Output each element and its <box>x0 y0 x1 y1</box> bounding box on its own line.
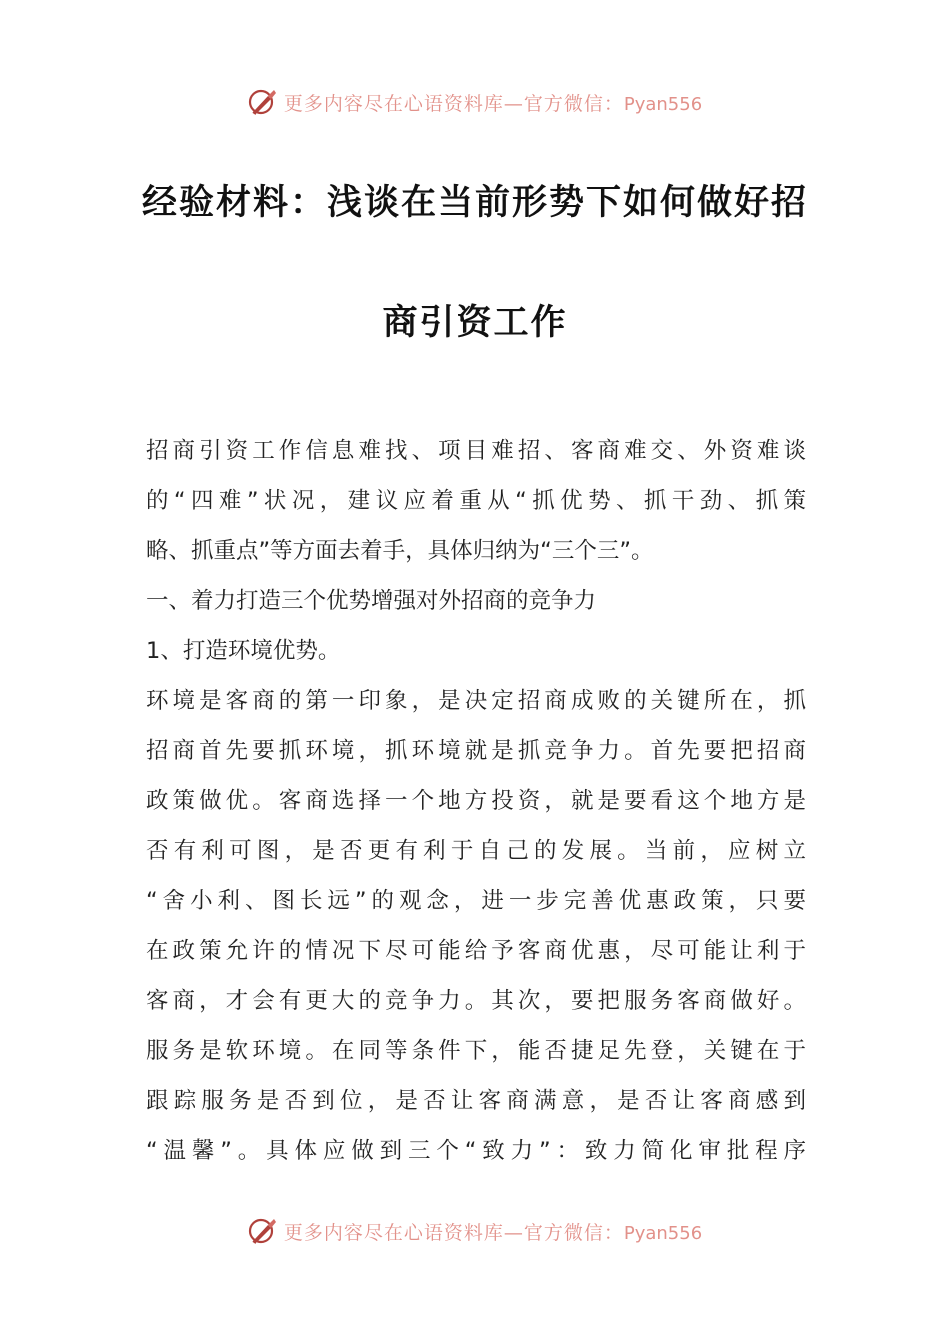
body-line: 环境是客商的第一印象，是决定招商成败的关键所在，抓 <box>146 688 806 714</box>
document-title-line-2: 商引资工作 <box>382 303 568 343</box>
watermark-text: 更多内容尽在心语资料库—官方微信：Pyan556 <box>283 92 703 115</box>
footer-watermark <box>0 1211 950 1251</box>
header-watermark <box>0 82 950 122</box>
body-line: 政策做优。客商选择一个地方投资，就是要看这个地方是 <box>146 788 806 814</box>
body-line: 跟踪服务是否到位，是否让客商满意，是否让客商感到 <box>146 1088 806 1114</box>
body-line: 招商首先要抓环境，抓环境就是抓竞争力。首先要把招商 <box>146 738 806 764</box>
body-line: “舍小利、图长远”的观念，进一步完善优惠政策，只要 <box>146 888 806 914</box>
pen-logo-icon <box>248 1216 278 1246</box>
body-line: 客商，才会有更大的竞争力。其次，要把服务客商做好。 <box>146 988 806 1014</box>
subsection-heading: 1、打造环境优势。 <box>146 638 341 664</box>
body-line: 招商引资工作信息难找、项目难招、客商难交、外资难谈 <box>146 438 806 464</box>
watermark-text: 更多内容尽在心语资料库—官方微信：Pyan556 <box>283 1221 703 1244</box>
body-line: 的“四难”状况，建议应着重从“抓优势、抓干劲、抓策 <box>146 488 806 514</box>
body-line: 略、抓重点”等方面去着手，具体归纳为“三个三”。 <box>146 538 654 564</box>
body-line: “温馨”。具体应做到三个“致力”：致力简化审批程序 <box>146 1138 806 1164</box>
body-line: 服务是软环境。在同等条件下，能否捷足先登，关键在于 <box>146 1038 806 1064</box>
body-line: 在政策允许的情况下尽可能给予客商优惠，尽可能让利于 <box>146 938 806 964</box>
watermark-wechat-id: Pyan556 <box>623 93 703 115</box>
document-title-line-1: 经验材料：浅谈在当前形势下如何做好招 <box>141 183 808 223</box>
document-body <box>146 426 806 1176</box>
body-line: 否有利可图，是否更有利于自己的发展。当前，应树立 <box>146 838 806 864</box>
watermark-wechat-id: Pyan556 <box>623 1222 703 1244</box>
pen-logo-icon <box>248 87 278 117</box>
section-heading: 一、着力打造三个优势增强对外招商的竞争力 <box>146 588 597 614</box>
